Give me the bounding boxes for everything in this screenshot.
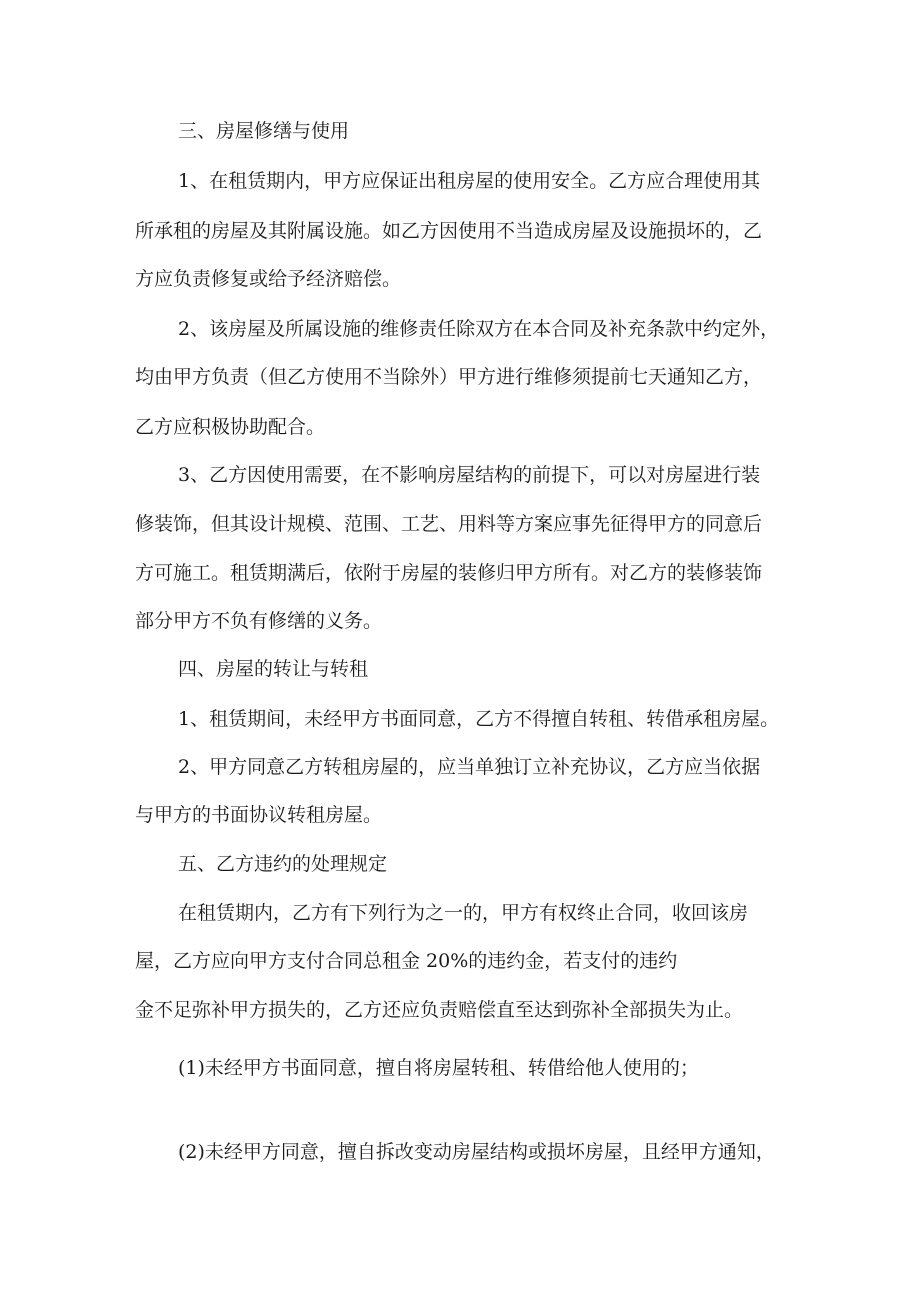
clause-5-item-1: (1)未经甲方书面同意，擅自将房屋转租、转借给他人使用的； — [178, 1057, 699, 1079]
paragraph-3-3-line-2: 修装饰，但其设计规模、范围、工艺、用料等方案应事先征得甲方的同意后 — [135, 513, 763, 535]
paragraph-3-1-line-2: 所承租的房屋及其附属设施。如乙方因使用不当造成房屋及设施损坏的，乙 — [135, 220, 763, 242]
paragraph-5-intro-line-1: 在租赁期内，乙方有下列行为之一的，甲方有权终止合同，收回该房 — [178, 902, 749, 924]
paragraph-4-2-line-1: 2、甲方同意乙方转租房屋的，应当单独订立补充协议，乙方应当依据 — [178, 756, 761, 778]
clause-5-item-2: (2)未经甲方同意，擅自拆改变动房屋结构或损坏房屋，且经甲方通知， — [178, 1141, 775, 1163]
paragraph-3-1-line-1: 1、在租赁期内，甲方应保证出租房屋的使用安全。乙方应合理使用其 — [178, 170, 761, 192]
paragraph-3-2-line-1: 2、该房屋及所属设施的维修责任除双方在本合同及补充条款中约定外， — [178, 318, 780, 340]
heading-section-3: 三、房屋修缮与使用 — [178, 120, 350, 142]
paragraph-3-3-line-1: 3、乙方因使用需要，在不影响房屋结构的前提下，可以对房屋进行装 — [178, 464, 761, 486]
paragraph-3-3-line-4: 部分甲方不负有修缮的义务。 — [135, 610, 383, 632]
heading-section-4: 四、房屋的转让与转租 — [178, 658, 369, 680]
paragraph-5-intro-line-3: 金不足弥补甲方损失的，乙方还应负责赔偿直至达到弥补全部损失为止。 — [135, 999, 744, 1021]
paragraph-4-2-line-2: 与甲方的书面协议转租房屋。 — [135, 804, 383, 826]
paragraph-4-1: 1、租赁期间，未经甲方书面同意，乙方不得擅自转租、转借承租房屋。 — [178, 708, 780, 730]
paragraph-3-2-line-2: 均由甲方负责（但乙方使用不当除外）甲方进行维修须提前七天通知乙方， — [135, 366, 763, 388]
paragraph-5-intro-line-2: 屋，乙方应向甲方支付合同总租金 20%的违约金，若支付的违约 — [135, 950, 678, 972]
paragraph-3-1-line-3: 方应负责修复或给予经济赔偿。 — [135, 268, 402, 290]
heading-section-5: 五、乙方违约的处理规定 — [178, 853, 388, 875]
paragraph-3-3-line-3: 方可施工。租赁期满后，依附于房屋的装修归甲方所有。对乙方的装修装饰 — [135, 562, 763, 584]
paragraph-3-2-line-3: 乙方应积极协助配合。 — [135, 416, 326, 438]
